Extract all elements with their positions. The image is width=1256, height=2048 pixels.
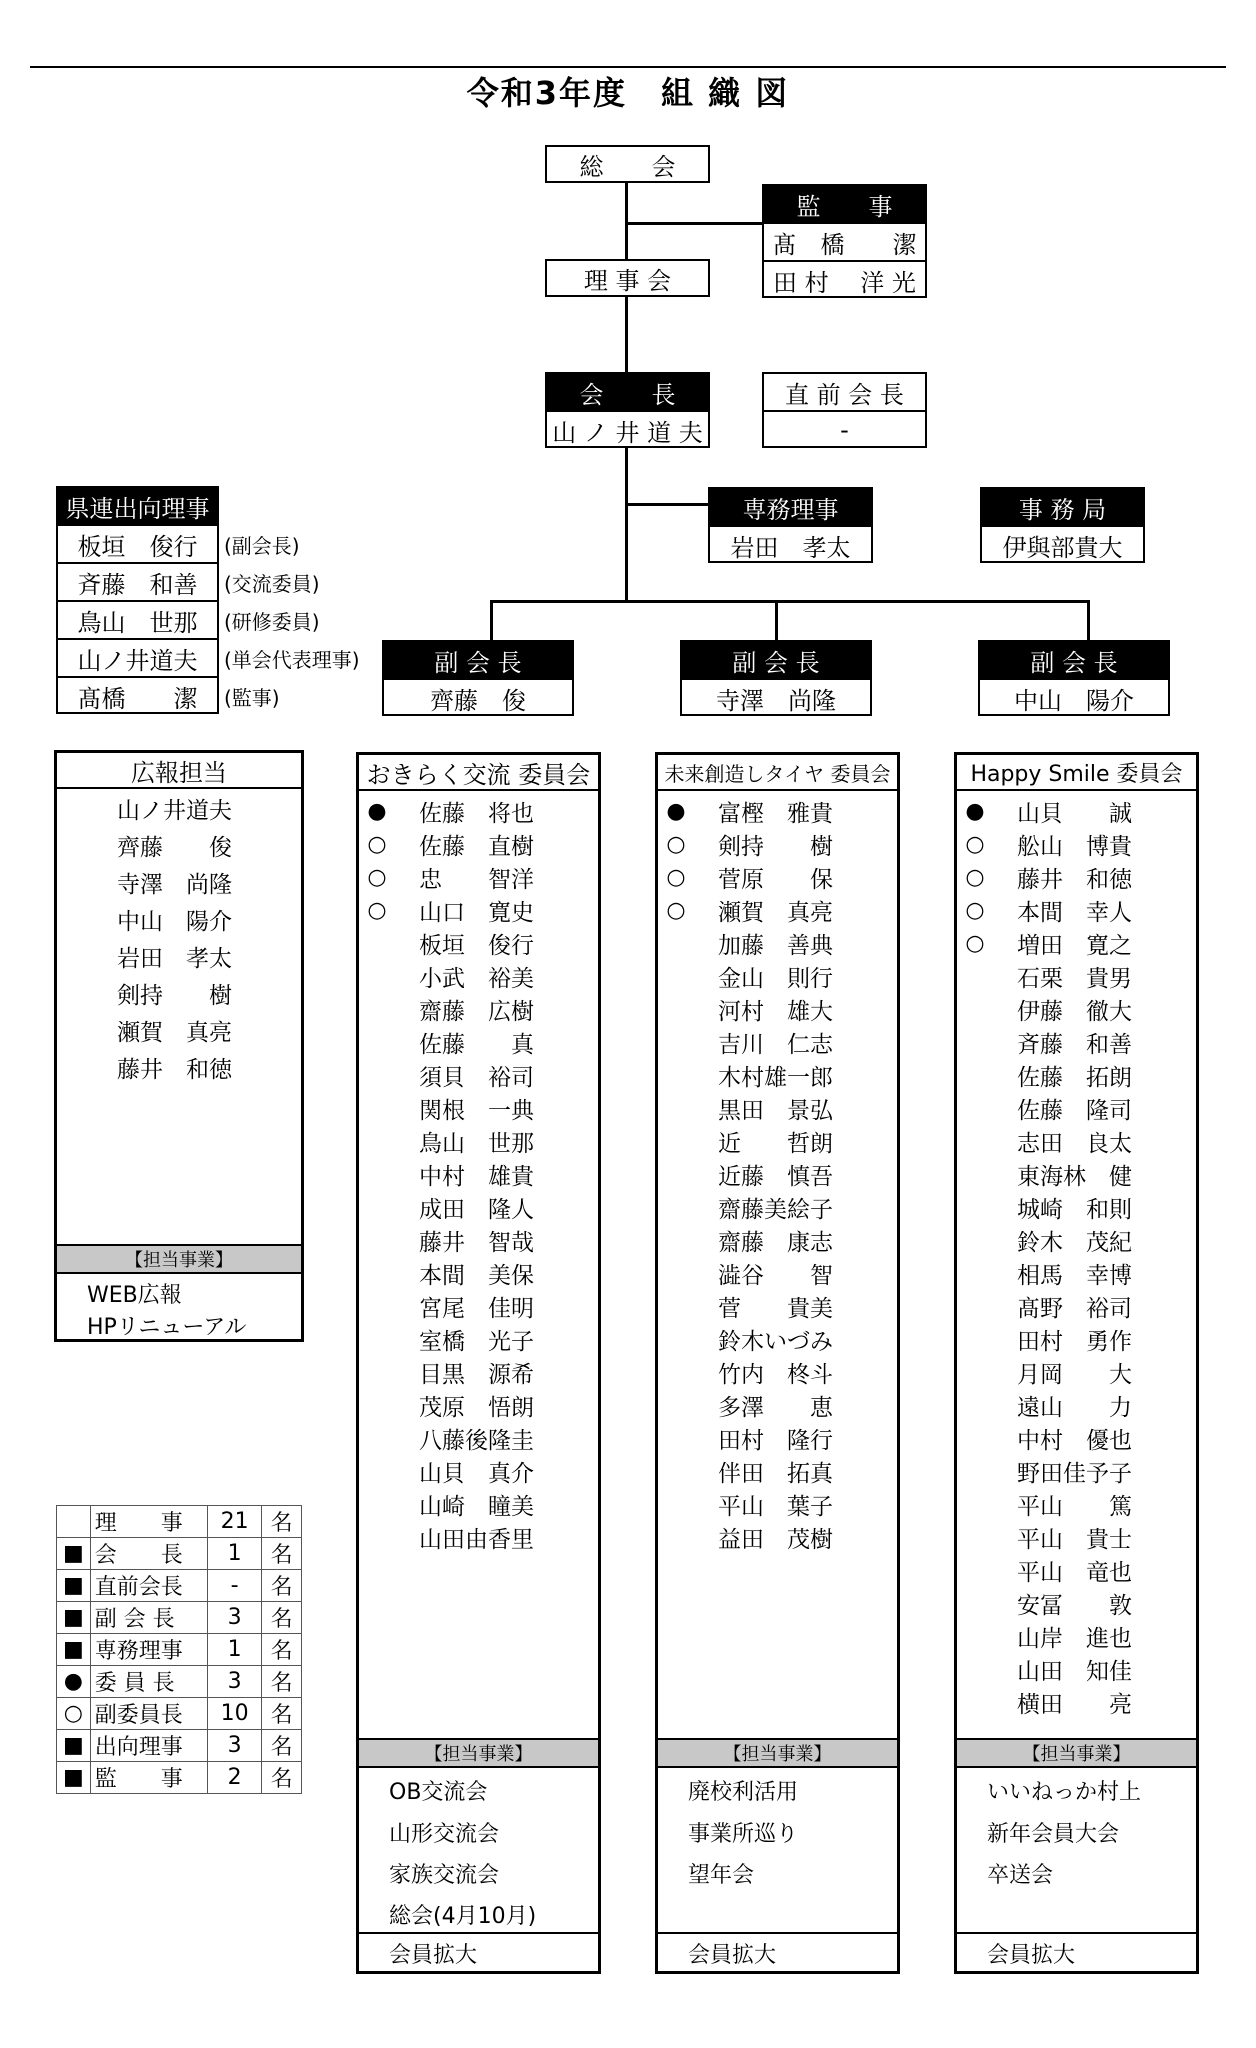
committee-member	[658, 960, 897, 993]
committee-box-2	[655, 752, 900, 1974]
committee-member-name: 齋藤 広樹	[419, 999, 534, 1025]
committee-member	[658, 1125, 897, 1158]
committee-member	[359, 1521, 598, 1554]
kanji-member: 田 村 洋 光	[764, 260, 925, 298]
count-unit: 名	[262, 1634, 302, 1666]
committee-member	[957, 1587, 1196, 1620]
count-mark	[57, 1506, 91, 1538]
kouhou-member: 山ノ井道夫	[117, 798, 232, 824]
committee-member	[658, 1488, 897, 1521]
committee-duty: 卒送会	[987, 1863, 1054, 1888]
member-count-row	[57, 1666, 302, 1698]
committee-member	[359, 1488, 598, 1521]
committee-member-name: 佐藤 直樹	[419, 834, 534, 860]
kenren-header: 県連出向理事	[58, 488, 217, 524]
jimukyoku-name: 伊與部貴大	[982, 525, 1143, 563]
kenren-role: (単会代表理事)	[224, 648, 360, 672]
vice-header: 副 会 長	[682, 642, 870, 678]
committee-member-name: 藤井 智哉	[419, 1230, 534, 1256]
committee-member	[658, 1455, 897, 1488]
committee-name: Happy Smile 委員会	[957, 755, 1196, 791]
committee-member-name: 鳥山 世那	[419, 1131, 534, 1157]
kenren-role: (副会長)	[224, 534, 300, 558]
senmu-header: 専務理事	[710, 489, 871, 525]
page-title: 令和3年度 組 織 図	[466, 74, 790, 112]
count-unit: 名	[262, 1698, 302, 1730]
count-mark: ○	[57, 1698, 91, 1730]
committee-duty: 総会(4月10月)	[389, 1904, 537, 1929]
senmu-box	[708, 487, 873, 563]
count-unit: 名	[262, 1730, 302, 1762]
committee-duty: OB交流会	[389, 1780, 488, 1805]
chair-mark-icon: ●	[367, 799, 387, 824]
committee-box-3	[954, 752, 1199, 1974]
connector-vice-3	[1087, 600, 1090, 642]
committee-duty-header: 【担当事業】	[359, 1738, 598, 1768]
committee-member-name: 関根 一典	[419, 1098, 534, 1124]
committee-member	[957, 1290, 1196, 1323]
committee-member	[957, 1191, 1196, 1224]
committee-member	[957, 1059, 1196, 1092]
committee-member-name: 山貝 真介	[419, 1461, 534, 1487]
committee-member	[957, 1422, 1196, 1455]
committee-member	[359, 1158, 598, 1191]
committee-member	[359, 993, 598, 1026]
committee-member-name: 増田 寛之	[1017, 933, 1132, 959]
count-number: -	[208, 1570, 262, 1602]
committee-member-name: 益田 茂樹	[718, 1527, 833, 1553]
chokuzen-name: -	[764, 410, 925, 448]
committee-member	[359, 861, 598, 894]
committee-member	[957, 1554, 1196, 1587]
kenren-role: (研修委員)	[224, 610, 320, 634]
committee-member-name: 鈴木 茂紀	[1017, 1230, 1132, 1256]
committee-member-name: 宮尾 佳明	[419, 1296, 534, 1322]
count-mark: ■	[57, 1730, 91, 1762]
vice-header: 副 会 長	[980, 642, 1168, 678]
count-number: 3	[208, 1602, 262, 1634]
committee-member-name: 平山 葉子	[718, 1494, 833, 1520]
kenren-member: 鳥山 世那	[58, 600, 217, 638]
committee-member	[957, 1389, 1196, 1422]
committee-duty-header: 【担当事業】	[658, 1738, 897, 1768]
committee-member	[658, 1521, 897, 1554]
committee-member	[957, 1620, 1196, 1653]
committee-member	[658, 861, 897, 894]
committee-member-name: 舩山 博貴	[1017, 834, 1132, 860]
count-number: 1	[208, 1634, 262, 1666]
committee-member	[658, 1323, 897, 1356]
committee-member	[957, 1521, 1196, 1554]
soukai-label: 総 会	[579, 152, 676, 181]
committee-member	[957, 828, 1196, 861]
committee-member-name: 平山 篤	[1017, 1494, 1132, 1520]
count-number: 2	[208, 1762, 262, 1794]
committee-member-name: 忠 智洋	[419, 867, 534, 893]
kouhou-member: 岩田 孝太	[117, 946, 232, 972]
kenren-member: 板垣 俊行	[58, 524, 217, 562]
committee-member-name: 相馬 幸博	[1017, 1263, 1132, 1289]
committee-member	[359, 1257, 598, 1290]
connector-vice-1	[490, 600, 493, 642]
committee-member-name: 茂原 悟朗	[419, 1395, 534, 1421]
committee-member	[658, 1290, 897, 1323]
committee-member-name: 山貝 誠	[1017, 801, 1132, 827]
committee-member-name: 成田 隆人	[419, 1197, 534, 1223]
committee-duty: 山形交流会	[389, 1822, 500, 1847]
committee-member-name: 遠山 力	[1017, 1395, 1132, 1421]
kanji-member: 髙 橋 潔	[764, 222, 925, 260]
kouhou-member-list	[57, 793, 301, 1083]
committee-member-name: 竹内 柊斗	[718, 1362, 833, 1388]
kouhou-member: 中山 陽介	[117, 909, 232, 935]
count-label: 委 員 長	[90, 1666, 207, 1698]
committee-member-name: 藤井 和徳	[1017, 867, 1132, 893]
count-label: 副委員長	[90, 1698, 207, 1730]
vice-header: 副 会 長	[384, 642, 572, 678]
count-mark: ●	[57, 1666, 91, 1698]
committee-member	[359, 1455, 598, 1488]
count-label: 出向理事	[90, 1730, 207, 1762]
committee-member-name: 安冨 敦	[1017, 1593, 1132, 1619]
committee-member	[658, 993, 897, 1026]
count-label: 副 会 長	[90, 1602, 207, 1634]
vice-name: 齊藤 俊	[384, 678, 572, 716]
committee-member-name: 月岡 大	[1017, 1362, 1132, 1388]
committee-member-name: 八藤後隆圭	[419, 1428, 534, 1454]
committee-member-name: 本間 幸人	[1017, 900, 1132, 926]
kenren-member: 斉藤 和善	[58, 562, 217, 600]
committee-member-name: 鈴木いづみ	[718, 1329, 833, 1355]
member-count-row	[57, 1602, 302, 1634]
committee-member-name: 佐藤 真	[419, 1032, 534, 1058]
committee-member	[359, 894, 598, 927]
committee-member	[658, 828, 897, 861]
vice-chair-mark-icon: ○	[965, 931, 985, 956]
committee-member	[957, 894, 1196, 927]
committee-member-name: 野田佳予子	[1017, 1461, 1132, 1487]
committee-duty: 新年会員大会	[987, 1822, 1120, 1847]
kenren-role: (監事)	[224, 686, 280, 710]
committee-member-name: 平山 竜也	[1017, 1560, 1132, 1586]
committee-member	[658, 1389, 897, 1422]
committee-member	[359, 1191, 598, 1224]
rijikai-box	[545, 259, 710, 297]
committee-member-name: 須貝 裕司	[419, 1065, 534, 1091]
kouhou-duty: HPリニューアル	[87, 1315, 247, 1340]
soukai-box	[545, 145, 710, 183]
kenren-role: (交流委員)	[224, 572, 320, 596]
committee-member	[658, 1422, 897, 1455]
vice-box-3	[978, 640, 1170, 716]
committee-member	[359, 1224, 598, 1257]
committee-box-1	[356, 752, 601, 1974]
committee-member	[957, 1026, 1196, 1059]
count-mark: ■	[57, 1762, 91, 1794]
committee-member	[957, 1686, 1196, 1719]
committee-member	[957, 795, 1196, 828]
committee-member-name: 剣持 樹	[718, 834, 833, 860]
committee-member-name: 髙野 裕司	[1017, 1296, 1132, 1322]
committee-member-name: 中村 優也	[1017, 1428, 1132, 1454]
committee-member	[359, 1059, 598, 1092]
kouhou-member: 藤井 和徳	[117, 1057, 232, 1083]
committee-member-name: 瀬賀 真亮	[718, 900, 833, 926]
committee-member-name: 室橋 光子	[419, 1329, 534, 1355]
member-count-row	[57, 1762, 302, 1794]
vice-chair-mark-icon: ○	[666, 865, 686, 890]
committee-member-name: 齋藤 康志	[718, 1230, 833, 1256]
vice-chair-mark-icon: ○	[666, 898, 686, 923]
kenren-box	[56, 486, 219, 714]
count-label: 理 事	[90, 1506, 207, 1538]
committee-member	[658, 795, 897, 828]
committee-duty: 望年会	[688, 1863, 755, 1888]
kaicho-header: 会 長	[547, 374, 708, 410]
committee-member	[359, 1125, 598, 1158]
committee-member-name: 板垣 俊行	[419, 933, 534, 959]
kouhou-duty: WEB広報	[87, 1283, 182, 1308]
senmu-name: 岩田 孝太	[710, 525, 871, 563]
committee-member-name: 志田 良太	[1017, 1131, 1132, 1157]
count-label: 直前会長	[90, 1570, 207, 1602]
committee-member	[658, 1158, 897, 1191]
vice-chair-mark-icon: ○	[367, 865, 387, 890]
committee-member	[658, 1224, 897, 1257]
connector-kanji	[625, 222, 763, 225]
committee-member	[957, 1257, 1196, 1290]
committee-member-name: 佐藤 隆司	[1017, 1098, 1132, 1124]
committee-member	[359, 828, 598, 861]
committee-footer: 会員拡大	[658, 1932, 897, 1972]
committee-member-name: 田村 勇作	[1017, 1329, 1132, 1355]
count-mark: ■	[57, 1570, 91, 1602]
kaicho-name: 山 ノ 井 道 夫	[547, 410, 708, 448]
committee-member	[957, 1323, 1196, 1356]
committee-member-name: 黒田 景弘	[718, 1098, 833, 1124]
committee-footer: 会員拡大	[957, 1932, 1196, 1972]
vice-box-1	[382, 640, 574, 716]
kanji-header: 監 事	[764, 186, 925, 222]
committee-member	[658, 1026, 897, 1059]
kouhou-member: 齊藤 俊	[117, 835, 232, 861]
count-unit: 名	[262, 1570, 302, 1602]
committee-member-name: 加藤 善典	[718, 933, 833, 959]
committee-member	[957, 861, 1196, 894]
count-number: 21	[208, 1506, 262, 1538]
jimukyoku-box	[980, 487, 1145, 563]
committee-member-name: 山崎 瞳美	[419, 1494, 534, 1520]
vice-chair-mark-icon: ○	[666, 832, 686, 857]
chokuzen-box	[762, 372, 927, 448]
committee-member-name: 中村 雄貴	[419, 1164, 534, 1190]
committee-name: おきらく交流 委員会	[359, 755, 598, 791]
committee-member	[957, 1653, 1196, 1686]
count-unit: 名	[262, 1602, 302, 1634]
committee-name: 未来創造しタイヤ 委員会	[658, 755, 897, 791]
count-number: 10	[208, 1698, 262, 1730]
committee-duty: 事業所巡り	[688, 1822, 799, 1847]
committee-duty-header: 【担当事業】	[957, 1738, 1196, 1768]
committee-member	[359, 795, 598, 828]
committee-member-name: 斉藤 和善	[1017, 1032, 1132, 1058]
committee-member	[658, 1092, 897, 1125]
count-number: 3	[208, 1730, 262, 1762]
committee-member-name: 目黒 源希	[419, 1362, 534, 1388]
committee-member	[957, 1356, 1196, 1389]
committee-member	[957, 1092, 1196, 1125]
committee-member-name: 菅 貴美	[718, 1296, 833, 1322]
committee-member-name: 石栗 貴男	[1017, 966, 1132, 992]
committee-member	[957, 1158, 1196, 1191]
committee-member	[658, 1059, 897, 1092]
committee-member-name: 小武 裕美	[419, 966, 534, 992]
connector-vice-2	[775, 600, 778, 642]
count-unit: 名	[262, 1538, 302, 1570]
committee-member-name: 澁谷 智	[718, 1263, 833, 1289]
kouhou-member: 寺澤 尚隆	[117, 872, 232, 898]
committee-member-name: 山田由香里	[419, 1527, 534, 1553]
committee-member-name: 多澤 恵	[718, 1395, 833, 1421]
committee-member-name: 山岸 進也	[1017, 1626, 1132, 1652]
committee-member	[359, 1422, 598, 1455]
committee-member-name: 横田 亮	[1017, 1692, 1132, 1718]
committee-member	[957, 960, 1196, 993]
count-unit: 名	[262, 1666, 302, 1698]
count-unit: 名	[262, 1506, 302, 1538]
member-count-row	[57, 1730, 302, 1762]
count-number: 3	[208, 1666, 262, 1698]
committee-member	[957, 993, 1196, 1026]
committee-member	[658, 1257, 897, 1290]
member-count-row	[57, 1634, 302, 1666]
committee-member-name: 東海林 健	[1017, 1164, 1132, 1190]
vice-chair-mark-icon: ○	[367, 832, 387, 857]
committee-member	[957, 1125, 1196, 1158]
count-mark: ■	[57, 1602, 91, 1634]
count-label: 監 事	[90, 1762, 207, 1794]
committee-member	[359, 1092, 598, 1125]
committee-member	[658, 927, 897, 960]
member-count-row	[57, 1570, 302, 1602]
kouhou-duty-header: 【担当事業】	[57, 1244, 301, 1274]
jimukyoku-header: 事 務 局	[982, 489, 1143, 525]
connector-senmu	[625, 503, 710, 506]
committee-member-name: 金山 則行	[718, 966, 833, 992]
committee-member-name: 本間 美保	[419, 1263, 534, 1289]
chair-mark-icon: ●	[965, 799, 985, 824]
kouhou-member: 瀬賀 真亮	[117, 1020, 232, 1046]
committee-member	[658, 894, 897, 927]
committee-member	[359, 1026, 598, 1059]
committee-duty: 廃校利活用	[688, 1780, 799, 1805]
member-count-row	[57, 1538, 302, 1570]
committee-member-name: 近藤 慎吾	[718, 1164, 833, 1190]
committee-member	[658, 1191, 897, 1224]
committee-duty: いいねっか村上	[987, 1780, 1142, 1805]
committee-duty: 家族交流会	[389, 1863, 500, 1888]
kenren-member: 髙橋 潔	[58, 676, 217, 714]
chair-mark-icon: ●	[666, 799, 686, 824]
committee-member-name: 吉川 仁志	[718, 1032, 833, 1058]
committee-member-name: 菅原 保	[718, 867, 833, 893]
committee-member	[957, 1488, 1196, 1521]
kouhou-member: 剣持 樹	[117, 983, 232, 1009]
committee-member-name: 河村 雄大	[718, 999, 833, 1025]
vice-chair-mark-icon: ○	[367, 898, 387, 923]
committee-member	[359, 960, 598, 993]
committee-member	[957, 1224, 1196, 1257]
committee-member-name: 佐藤 将也	[419, 801, 534, 827]
committee-member-name: 山田 知佳	[1017, 1659, 1132, 1685]
rijikai-label: 理 事 会	[583, 266, 672, 295]
committee-member	[658, 1356, 897, 1389]
committee-member	[359, 1323, 598, 1356]
count-label: 会 長	[90, 1538, 207, 1570]
committee-member-name: 城崎 和則	[1017, 1197, 1132, 1223]
connector-vice	[490, 600, 1090, 603]
count-label: 専務理事	[90, 1634, 207, 1666]
count-unit: 名	[262, 1762, 302, 1794]
member-count-row	[57, 1506, 302, 1538]
kouhou-header: 広報担当	[57, 753, 301, 789]
committee-footer: 会員拡大	[359, 1932, 598, 1972]
chokuzen-header: 直 前 会 長	[785, 380, 904, 409]
vice-box-2	[680, 640, 872, 716]
vice-chair-mark-icon: ○	[965, 832, 985, 857]
count-mark: ■	[57, 1538, 91, 1570]
kenren-member: 山ノ井道夫	[58, 638, 217, 676]
committee-member-name: 伴田 拓真	[718, 1461, 833, 1487]
committee-member-name: 伊藤 徹大	[1017, 999, 1132, 1025]
kanji-box	[762, 184, 927, 298]
member-count-row	[57, 1698, 302, 1730]
vice-chair-mark-icon: ○	[965, 898, 985, 923]
kouhou-box	[54, 750, 304, 1342]
committee-member-name: 山口 寛史	[419, 900, 534, 926]
committee-member	[359, 1356, 598, 1389]
committee-member-name: 近 哲朗	[718, 1131, 833, 1157]
committee-member	[359, 1389, 598, 1422]
committee-member-name: 平山 貴士	[1017, 1527, 1132, 1553]
vice-name: 中山 陽介	[980, 678, 1168, 716]
committee-member-name: 富樫 雅貴	[718, 801, 833, 827]
committee-member-name: 木村雄一郎	[718, 1065, 833, 1091]
vice-chair-mark-icon: ○	[965, 865, 985, 890]
member-count-body	[57, 1506, 302, 1794]
committee-member	[957, 1455, 1196, 1488]
committee-member	[359, 927, 598, 960]
member-count-table	[56, 1505, 302, 1794]
committee-member	[359, 1290, 598, 1323]
vice-name: 寺澤 尚隆	[682, 678, 870, 716]
count-mark: ■	[57, 1634, 91, 1666]
committee-member-name: 齋藤美絵子	[718, 1197, 833, 1223]
committee-member-name: 佐藤 拓朗	[1017, 1065, 1132, 1091]
committee-member-name: 田村 隆行	[718, 1428, 833, 1454]
count-number: 1	[208, 1538, 262, 1570]
kaicho-box	[545, 372, 710, 448]
committee-member	[957, 927, 1196, 960]
